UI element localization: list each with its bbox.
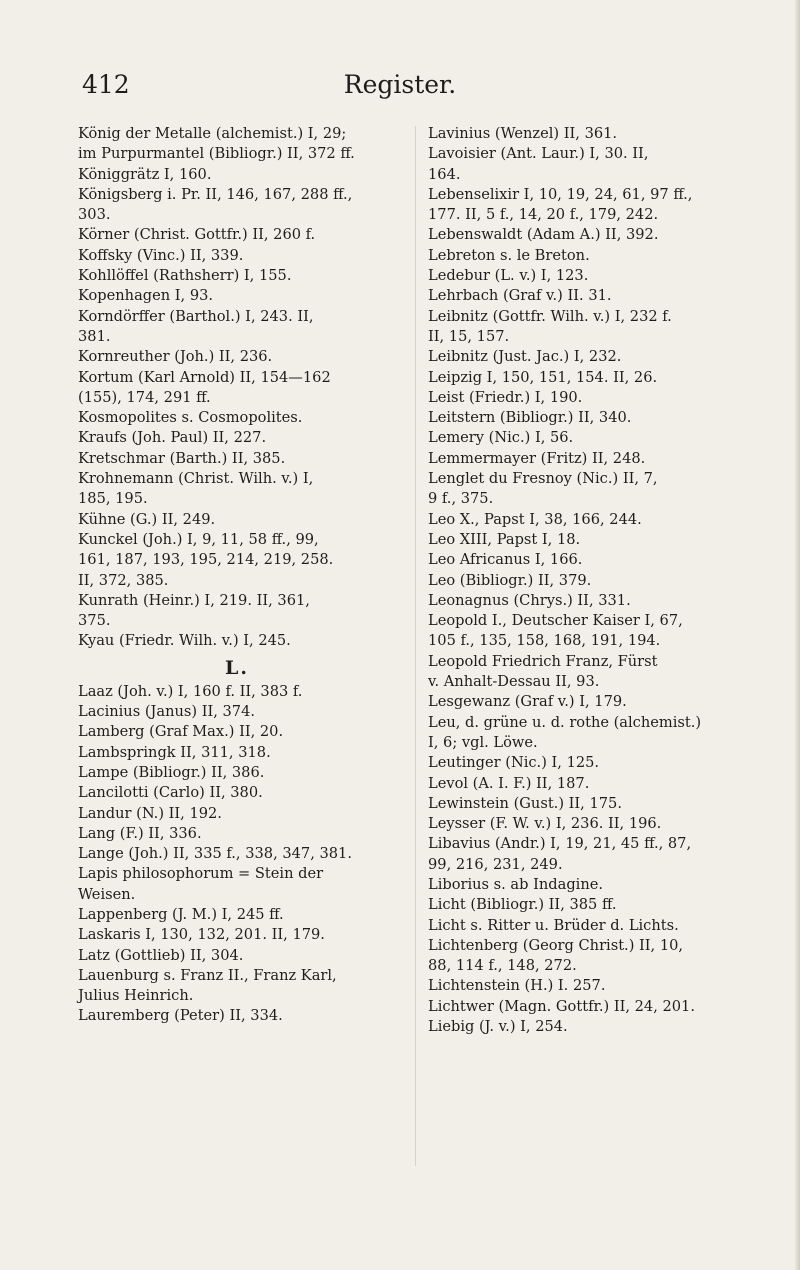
section-letter: L. — [225, 656, 249, 679]
index-entry — [78, 804, 396, 824]
index-entry — [428, 449, 746, 469]
index-entry-line: im Purpurmantel (Bibliogr.) II, 372 ff. — [78, 145, 355, 163]
index-entry-line: Lemery (Nic.) I, 56. — [428, 429, 574, 447]
page-edge-shadow — [794, 0, 800, 1270]
index-entry-line: Leutinger (Nic.) I, 125. — [428, 754, 600, 772]
index-entry — [428, 895, 746, 915]
index-entry-line: II, 15, 157. — [428, 327, 510, 345]
index-entry — [78, 368, 396, 409]
index-entry — [428, 692, 746, 712]
index-entry — [428, 428, 746, 448]
index-entry-line: Libavius (Andr.) I, 19, 21, 45 ff., 87, — [428, 835, 692, 853]
index-entry-line: Leo XIII, Papst I, 18. — [428, 530, 581, 548]
index-entry-line: Lebreton s. le Breton. — [428, 246, 590, 264]
index-entry-line: Lange (Joh.) II, 335 f., 338, 347, 381. — [78, 845, 352, 863]
index-entry-line: Kunrath (Heinr.) I, 219. II, 361, — [78, 591, 310, 609]
index-entry-line: (155), 174, 291 ff. — [78, 388, 211, 406]
index-entry-line: Lang (F.) II, 336. — [78, 824, 202, 842]
index-entry — [78, 743, 396, 763]
index-entry-line: Kohllöffel (Rathsherr) I, 155. — [78, 267, 292, 285]
index-entry-line: 375. — [78, 612, 111, 630]
index-entry — [428, 388, 746, 408]
index-entry — [428, 246, 746, 266]
index-entry — [428, 408, 746, 428]
index-entry-line: Lewinstein (Gust.) II, 175. — [428, 794, 622, 812]
index-entry — [428, 266, 746, 286]
index-entry — [78, 347, 396, 367]
index-entry-line: Lapis philosophorum = Stein der — [78, 865, 324, 883]
index-entry-line: Licht s. Ritter u. Brüder d. Lichts. — [428, 916, 679, 934]
index-entry-line: Lesgewanz (Graf v.) I, 179. — [428, 693, 627, 711]
index-entry — [428, 997, 746, 1017]
index-entry — [428, 814, 746, 834]
index-entry — [78, 864, 396, 905]
index-entry-line: II, 372, 385. — [78, 571, 169, 589]
index-entry — [78, 591, 396, 632]
index-entry-line: Koffsky (Vinc.) II, 339. — [78, 246, 244, 264]
index-entry — [78, 905, 396, 925]
index-entry — [78, 408, 396, 428]
index-entry — [428, 611, 746, 652]
index-entry — [78, 449, 396, 469]
index-entry-line: Leo Africanus I, 166. — [428, 551, 583, 569]
index-entry — [78, 824, 396, 844]
index-entry-line: Licht (Bibliogr.) II, 385 ff. — [428, 896, 617, 914]
index-entry — [78, 1006, 396, 1026]
index-entry-line: Leopold Friedrich Franz, Fürst — [428, 652, 658, 670]
index-entry-line: Kortum (Karl Arnold) II, 154—162 — [78, 368, 331, 386]
index-entry-line: Latz (Gottlieb) II, 304. — [78, 946, 244, 964]
index-entry — [78, 124, 396, 165]
index-entry-line: 164. — [428, 165, 461, 183]
index-entry — [78, 225, 396, 245]
index-entry-line: Königsberg i. Pr. II, 146, 167, 288 ff., — [78, 185, 353, 203]
index-entry — [428, 550, 746, 570]
index-entry — [78, 530, 396, 591]
index-entry — [78, 165, 396, 185]
index-entry-line: Lancilotti (Carlo) II, 380. — [78, 784, 263, 802]
index-entry — [428, 936, 746, 977]
index-entry-line: Ledebur (L. v.) I, 123. — [428, 267, 589, 285]
index-entry-line: 99, 216, 231, 249. — [428, 855, 563, 873]
index-entry-line: Kornreuther (Joh.) II, 236. — [78, 348, 273, 366]
index-entry-line: Kunckel (Joh.) I, 9, 11, 58 ff., 99, — [78, 530, 319, 548]
index-entry — [428, 976, 746, 996]
index-entry-line: Korndörffer (Barthol.) I, 243. II, — [78, 307, 314, 325]
index-entry — [78, 722, 396, 742]
index-entry — [78, 966, 396, 1007]
index-entry-line: Leo X., Papst I, 38, 166, 244. — [428, 510, 642, 528]
index-entry-line: 105 f., 135, 158, 168, 191, 194. — [428, 632, 661, 650]
index-entry — [78, 428, 396, 448]
index-entry — [428, 571, 746, 591]
index-entry — [78, 702, 396, 722]
index-entry-line: Königgrätz I, 160. — [78, 165, 212, 183]
index-entry — [78, 844, 396, 864]
running-head: Register. — [343, 70, 457, 99]
index-entry-line: Kretschmar (Barth.) II, 385. — [78, 449, 286, 467]
index-entry-line: 381. — [78, 327, 111, 345]
index-entry-line: Lambspringk II, 311, 318. — [78, 743, 271, 761]
index-entry — [78, 307, 396, 348]
index-entry — [428, 469, 746, 510]
index-entry-line: Leonagnus (Chrys.) II, 331. — [428, 591, 631, 609]
index-entry — [78, 246, 396, 266]
index-entry — [428, 1017, 746, 1037]
index-entry — [78, 469, 396, 510]
index-entry-line: Lichtwer (Magn. Gottfr.) II, 24, 201. — [428, 997, 695, 1015]
index-entry-line: Leitstern (Bibliogr.) II, 340. — [428, 409, 632, 427]
index-entry-line: Levol (A. I. F.) II, 187. — [428, 774, 590, 792]
index-entry — [428, 834, 746, 875]
index-entry — [78, 925, 396, 945]
index-entry — [78, 682, 396, 702]
index-column-left — [78, 124, 396, 1027]
index-entry-line: Liborius s. ab Indagine. — [428, 875, 603, 893]
index-entry-line: Leysser (F. W. v.) I, 236. II, 196. — [428, 815, 662, 833]
index-entry — [428, 510, 746, 530]
index-entry-line: Körner (Christ. Gottfr.) II, 260 f. — [78, 226, 316, 244]
index-entry-line: Leist (Friedr.) I, 190. — [428, 388, 583, 406]
index-entry-line: Leu, d. grüne u. d. rothe (alchemist.) — [428, 713, 702, 731]
index-entry-line: Laaz (Joh. v.) I, 160 f. II, 383 f. — [78, 682, 303, 700]
index-entry-line: Lauenburg s. Franz II., Franz Karl, — [78, 966, 337, 984]
index-entry-line: 9 f., 375. — [428, 490, 494, 508]
index-entry-line: Lacinius (Janus) II, 374. — [78, 703, 255, 721]
index-entry-line: 161, 187, 193, 195, 214, 219, 258. — [78, 551, 334, 569]
index-entry-line: 185, 195. — [78, 490, 148, 508]
index-entry — [428, 713, 746, 754]
index-entry — [78, 510, 396, 530]
index-entry-line: Lappenberg (J. M.) I, 245 ff. — [78, 905, 284, 923]
index-entry-line: Leo (Bibliogr.) II, 379. — [428, 571, 592, 589]
page-header — [0, 70, 800, 110]
index-entry — [428, 347, 746, 367]
index-entry — [428, 794, 746, 814]
index-entry-line: Lemmermayer (Fritz) II, 248. — [428, 449, 646, 467]
index-entry — [78, 783, 396, 803]
index-entry-line: Lavinius (Wenzel) II, 361. — [428, 125, 618, 142]
index-entry — [428, 916, 746, 936]
index-entry — [78, 185, 396, 226]
index-entry-line: Kyau (Friedr. Wilh. v.) I, 245. — [78, 632, 291, 650]
index-entry — [78, 631, 396, 651]
index-entry-line: Weisen. — [78, 885, 136, 903]
index-entry — [428, 368, 746, 388]
index-entry-line: I, 6; vgl. Löwe. — [428, 733, 538, 751]
index-entry-line: Liebig (J. v.) I, 254. — [428, 1018, 568, 1036]
index-entry — [428, 307, 746, 348]
index-entry-line: Kraufs (Joh. Paul) II, 227. — [78, 429, 267, 447]
index-entry — [428, 530, 746, 550]
index-entry-line: Lebenswaldt (Adam A.) II, 392. — [428, 226, 659, 244]
index-entry-line: Leopold I., Deutscher Kaiser I, 67, — [428, 612, 683, 630]
index-entry — [428, 124, 746, 144]
index-entry-line: Lauremberg (Peter) II, 334. — [78, 1007, 283, 1025]
index-entry — [428, 875, 746, 895]
index-entry-line: Lampe (Bibliogr.) II, 386. — [78, 763, 265, 781]
index-entry-line: Lichtenstein (H.) I. 257. — [428, 977, 606, 995]
index-entry-line: Laskaris I, 130, 132, 201. II, 179. — [78, 926, 325, 944]
index-entry-line: Krohnemann (Christ. Wilh. v.) I, — [78, 470, 314, 488]
index-entry — [428, 225, 746, 245]
index-entry — [428, 144, 746, 185]
index-entry-line: Leibnitz (Gottfr. Wilh. v.) I, 232 f. — [428, 307, 672, 325]
index-entry-line: Lebenselixir I, 10, 19, 24, 61, 97 ff., — [428, 185, 693, 203]
index-entry-line: Lehrbach (Graf v.) II. 31. — [428, 287, 612, 305]
index-entry-line: 303. — [78, 206, 111, 224]
index-entry-line: Leibnitz (Just. Jac.) I, 232. — [428, 348, 622, 366]
index-entry-line: Leipzig I, 150, 151, 154. II, 26. — [428, 368, 658, 386]
index-entry-line: Kopenhagen I, 93. — [78, 287, 214, 305]
index-entry — [78, 286, 396, 306]
index-entry-line: 88, 114 f., 148, 272. — [428, 957, 577, 975]
index-entry-line: Lamberg (Graf Max.) II, 20. — [78, 723, 284, 741]
index-entry — [428, 652, 746, 693]
index-entry-line: Kühne (G.) II, 249. — [78, 510, 216, 528]
index-entry-line: v. Anhalt-Dessau II, 93. — [428, 673, 600, 691]
index-entry — [78, 946, 396, 966]
index-entry-line: König der Metalle (alchemist.) I, 29; — [78, 125, 347, 142]
page-number: 412 — [82, 70, 130, 99]
index-entry — [428, 286, 746, 306]
column-divider — [415, 126, 416, 1166]
index-entry-line: Lenglet du Fresnoy (Nic.) II, 7, — [428, 470, 658, 488]
index-entry-line: Lavoisier (Ant. Laur.) I, 30. II, — [428, 145, 649, 163]
index-entry-line: Lichtenberg (Georg Christ.) II, 10, — [428, 936, 684, 954]
index-entry-line: Julius Heinrich. — [78, 987, 194, 1005]
index-entry-line: Kosmopolites s. Cosmopolites. — [78, 409, 303, 427]
index-column-right — [428, 124, 746, 1037]
index-entry-line: 177. II, 5 f., 14, 20 f., 179, 242. — [428, 206, 659, 224]
index-entry — [78, 763, 396, 783]
index-entry — [428, 753, 746, 773]
index-entry — [428, 591, 746, 611]
index-entry-line: Landur (N.) II, 192. — [78, 804, 222, 822]
index-entry — [428, 185, 746, 226]
index-entry — [428, 774, 746, 794]
index-entry — [78, 266, 396, 286]
